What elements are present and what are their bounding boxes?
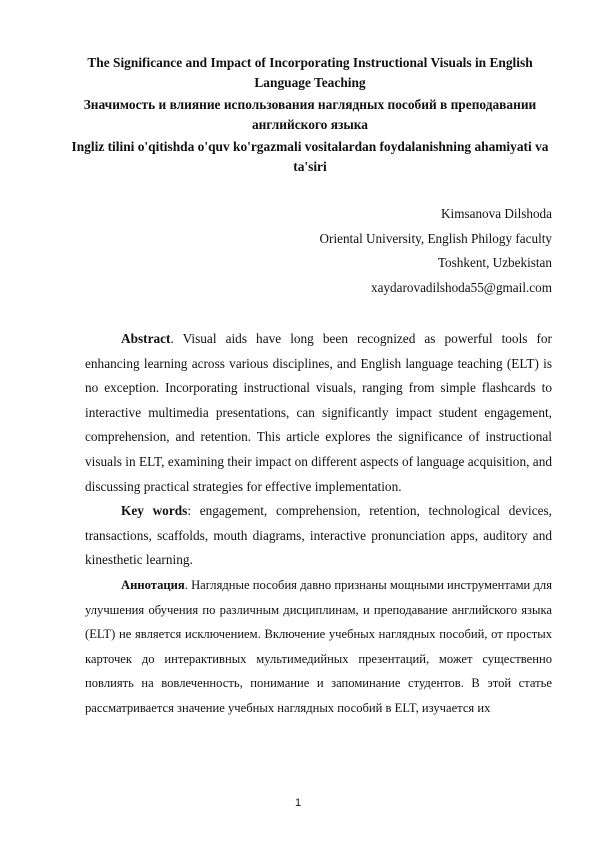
page-number: 1 [294, 797, 302, 809]
title-english: The Significance and Impact of Incorporating Instructional Visuals in English Language Teaching [87, 55, 533, 90]
body-text [85, 327, 552, 721]
abstract-paragraph [85, 327, 552, 499]
abstract-text: . Visual aids have long been recognized as powerful tools for enhancing learning across various disciplines, and English language teaching (ELT) is no exception. Incorporating instructional visuals, ranging from simple flashcards to interactive multimedia presentations, can significantly impact student engagement, comprehension, and retention. This article explores the significance of instructional visuals in ELT, examining their impact on different aspects of language acquisition, and discussing practical strategies for effective implementation. [85, 331, 552, 494]
author-email: xaydarovadilshoda55@gmail.com [371, 279, 552, 295]
keywords-paragraph [85, 499, 552, 573]
title-block [60, 53, 560, 179]
author-block [132, 202, 552, 300]
title-uzbek: Ingliz tilini o'qitishda o'quv ko'rgazmali vositalardan foydalanishning ahamiyati va ta'siri [71, 139, 549, 174]
annotation-label: Аннотация [121, 577, 185, 592]
keywords-text: : engagement, comprehension, retention, technological devices, transactions, scaffolds, mouth diagrams, interactive pronunciation apps, auditory and kinesthetic learning. [85, 503, 552, 568]
annotation-paragraph [85, 573, 552, 721]
author-location: Toshkent, Uzbekistan [437, 255, 552, 270]
author-name: Kimsanova Dilshoda [441, 206, 552, 221]
abstract-label: Abstract [121, 331, 171, 346]
author-affiliation: Oriental University, English Philogy faculty [319, 230, 552, 246]
title-russian: Значимость и влияние использования наглядных пособий в преподавании английского языка [83, 97, 537, 132]
annotation-text: . Наглядные пособия давно признаны мощными инструментами для улучшения обучения по различным дисциплинам, и преподавание английского языка (ELT) не является исключением. Включение учебных наглядных пособий, от простых карточек до интерактивных мультимедийных презентаций, может существенно повлиять на вовлеченность, понимание и запоминание студентов. В этой статье рассматривается значение учебных наглядных пособий в ELT, изучается их [85, 577, 552, 715]
keywords-label: Key words [121, 503, 188, 519]
